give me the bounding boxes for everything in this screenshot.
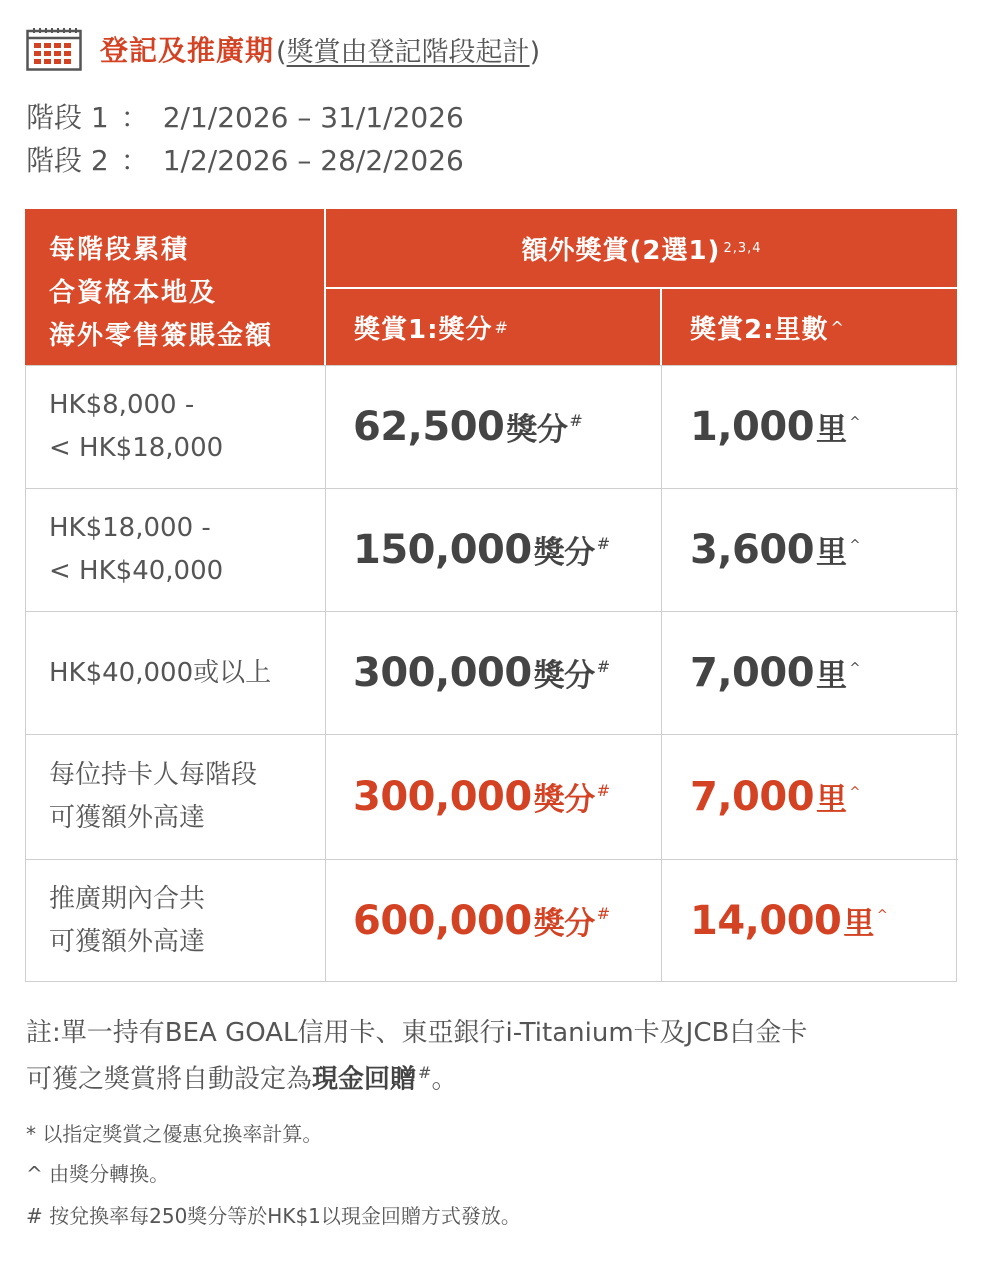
table-row bbox=[26, 735, 958, 859]
period-2: 階段 2 ： 1/2/2026 – 28/2/2026 bbox=[26, 144, 464, 177]
table-body bbox=[25, 365, 957, 982]
heading-title: 登記及推廣期 bbox=[100, 34, 275, 67]
section-heading bbox=[26, 26, 540, 72]
reward-miles-header: 獎賞2:里數 ^ bbox=[662, 289, 957, 365]
points-cell: 300,000獎分 # bbox=[326, 612, 662, 734]
points-cell: 62,500獎分 # bbox=[326, 366, 662, 488]
miles-cell: 7,000里 ^ bbox=[690, 650, 860, 696]
table-row bbox=[26, 366, 958, 488]
spend-cell: 每位持卡人每階段 可獲額外高達 bbox=[26, 735, 326, 859]
period-list bbox=[26, 96, 464, 182]
reward-points-header: 獎賞1:獎分 # bbox=[326, 289, 660, 365]
footnote-asterisk: * 以指定獎賞之優惠兌換率計算。 bbox=[26, 1122, 323, 1146]
spend-cell: HK$40,000或以上 bbox=[26, 612, 326, 734]
miles-cell: 7,000里 ^ bbox=[690, 774, 860, 820]
period-1: 階段 1 ： 2/1/2026 – 31/1/2026 bbox=[26, 101, 464, 134]
extra-reward-header: 額外獎賞(2選1) 2,3,4 bbox=[326, 209, 957, 287]
table-row bbox=[26, 612, 958, 734]
calendar-icon bbox=[26, 27, 82, 71]
spend-cell: HK$8,000 - < HK$18,000 bbox=[26, 366, 326, 488]
rewards-table bbox=[25, 209, 957, 982]
points-cell: 600,000獎分 # bbox=[326, 860, 662, 981]
miles-cell: 14,000里 ^ bbox=[690, 897, 888, 944]
table-row bbox=[26, 860, 958, 981]
spend-cell: HK$18,000 - < HK$40,000 bbox=[26, 489, 326, 611]
footnote-caret: ^ 由獎分轉換。 bbox=[26, 1162, 170, 1186]
points-cell: 150,000獎分 # bbox=[326, 489, 662, 611]
footnote-hash: # 按兌換率每250獎分等於HK$1以現金回贈方式發放。 bbox=[26, 1204, 521, 1228]
table-row bbox=[26, 489, 958, 611]
miles-cell: 1,000里 ^ bbox=[690, 404, 860, 450]
miles-cell: 3,600里 ^ bbox=[690, 527, 860, 573]
spend-cell: 推廣期內合共 可獲額外高達 bbox=[26, 860, 326, 981]
points-cell: 300,000獎分 # bbox=[326, 735, 662, 859]
spend-column-header: 每階段累積 合資格本地及 海外零售簽賬金額 bbox=[25, 209, 324, 365]
heading-subtitle: (獎賞由登記階段起計) bbox=[276, 36, 541, 68]
card-note: 註:單一持有BEA GOAL信用卡、東亞銀行i-Titanium卡及JCB白金卡 可獲之獎賞將自動設定為現金回贈 #。 bbox=[26, 1018, 808, 1095]
